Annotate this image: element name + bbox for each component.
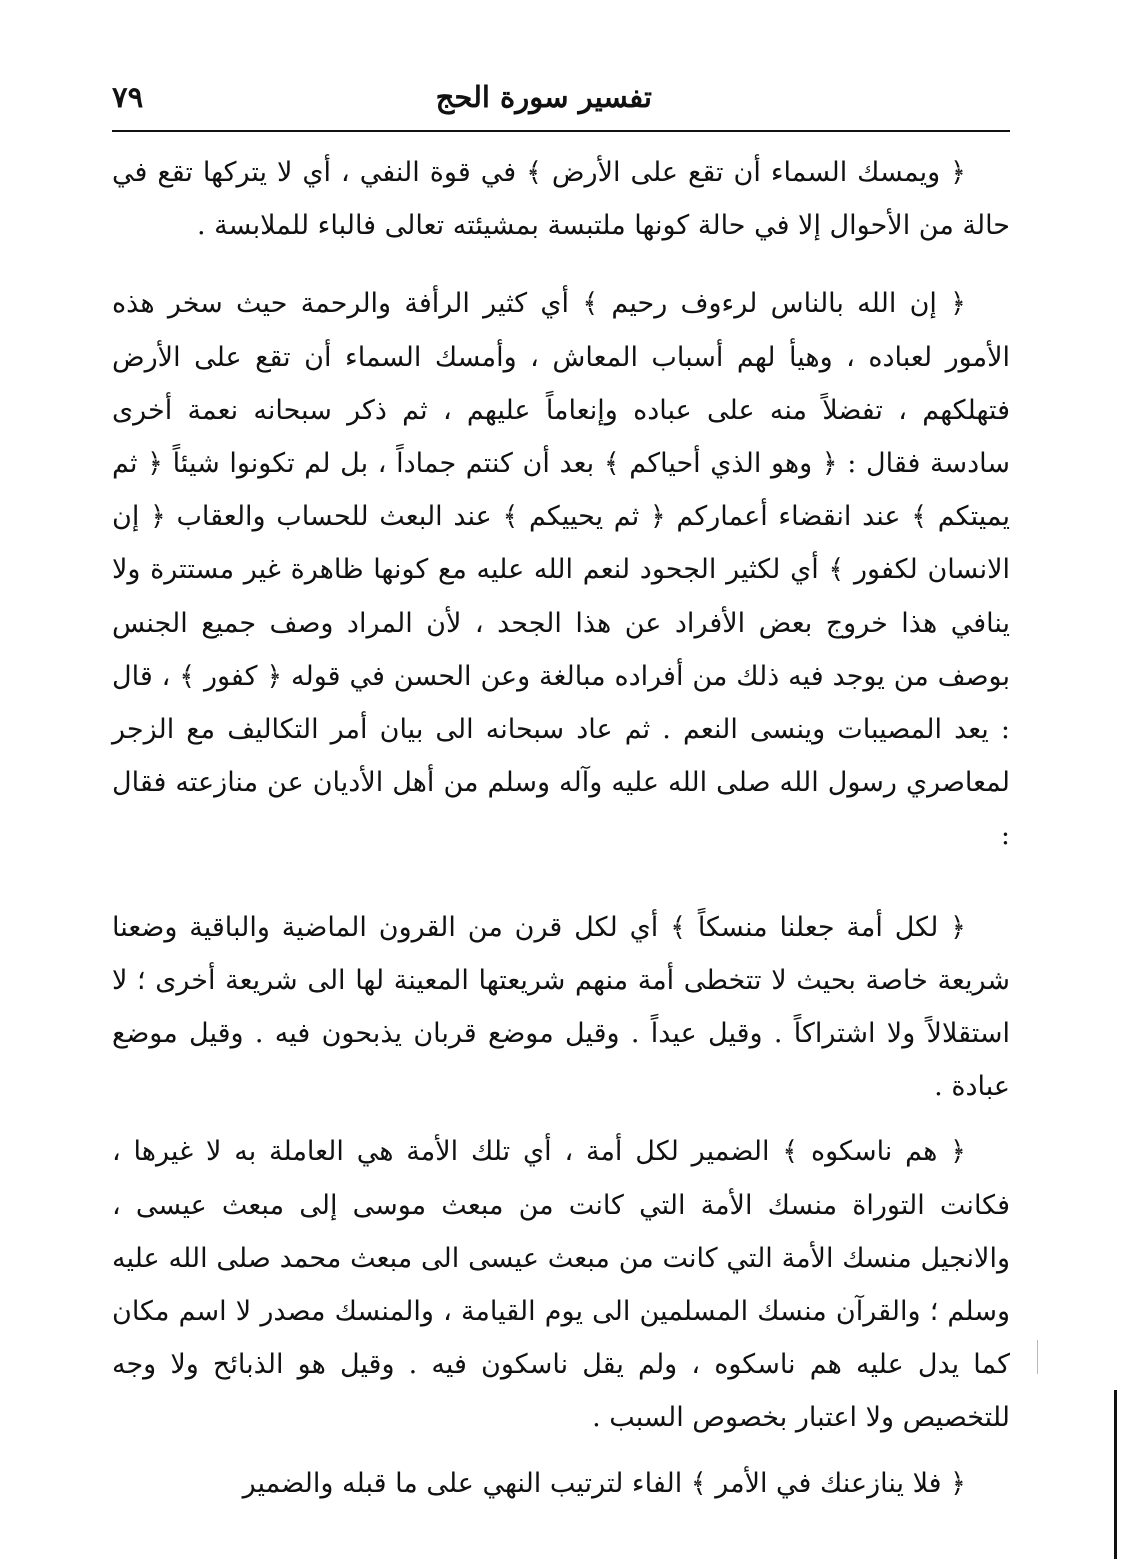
paragraph: ﴿ فلا ينازعنك في الأمر ﴾ الفاء لترتيب النهي على ما قبله والضمير (242, 1467, 966, 1499)
paragraph: ﴿ إن الله بالناس لرءوف رحيم ﴾ أي كثير الرأفة والرحمة حيث سخر هذه الأمور لعباده ، وهيأ لهم أسباب المعاش ، وأمسك السماء أن تقع على الأرض فتهلكهم ، تفضلاً منه على عباده وإنعاماً عليهم ، ثم ذكر سبحانه نعمة أخرى سادسة فقال : ﴿ وهو الذي أحياكم ﴾ بعد أن كنتم جماداً ، بل لم تكونوا شيئاً ﴿ ثم يميتكم ﴾ عند انقضاء أعماركم ﴿ ثم يحييكم ﴾ عند البعث للحساب والعقاب ﴿ إن الانسان لكفور ﴾ أي لكثير الجحود لنعم الله عليه مع كونها ظاهرة غير مستترة ولا ينافي هذا خروج بعض الأفراد عن هذا الجحد ، لأن المراد وصف جميع الجنس بوصف من يوجد فيه ذلك من أفراده مبالغة وعن الحسن في قوله ﴿ كفور ﴾ ، قال : يعد المصيبات وينسى النعم . ثم عاد سبحانه الى بيان أمر التكاليف مع الزجر لمعاصري رسول الله صلى الله عليه وآله وسلم من أهل الأديان عن منازعته فقال : (112, 288, 1010, 852)
paragraph: ﴿ لكل أمة جعلنا منسكاً ﴾ أي لكل قرن من القرون الماضية والباقية وضعنا شريعة خاصة بحيث لا تتخطى أمة منهم شريعتها المعينة لها الى شريعة أخرى ؛ لا استقلالاً ولا اشتراكاً . وقيل عيداً . وقيل موضع قربان يذبحون فيه . وقيل موضع عبادة . (112, 911, 1010, 1103)
paragraph: ﴿ ويمسك السماء أن تقع على الأرض ﴾ في قوة النفي ، أي لا يتركها تقع في حالة من الأحوال إلا في حالة كونها ملتبسة بمشيئته تعالى فالباء للملابسة . (112, 157, 1010, 242)
paragraph: ﴿ هم ناسكوه ﴾ الضمير لكل أمة ، أي تلك الأمة هي العاملة به لا غيرها ، فكانت التوراة منسك الأمة التي كانت من مبعث موسى إلى مبعث عيسى ، والانجيل منسك الأمة التي كانت من مبعث عيسى الى مبعث محمد صلى الله عليه وسلم ؛ والقرآن منسك المسلمين الى يوم القيامة ، والمنسك مصدر لا اسم مكان كما يدل عليه هم ناسكوه ، ولم يقل ناسكون فيه . وقيل هو الذبائح ولا وجه للتخصيص ولا اعتبار بخصوص السبب . (112, 1136, 1010, 1434)
running-header (112, 78, 1012, 128)
page-number: ٧٩ (112, 80, 144, 114)
body-text (112, 146, 1010, 1510)
binding-edge (1114, 1390, 1117, 1559)
header-rule (112, 130, 1010, 132)
page-title: تفسير سورة الحج (435, 80, 652, 114)
scan-mark (1037, 1340, 1038, 1374)
